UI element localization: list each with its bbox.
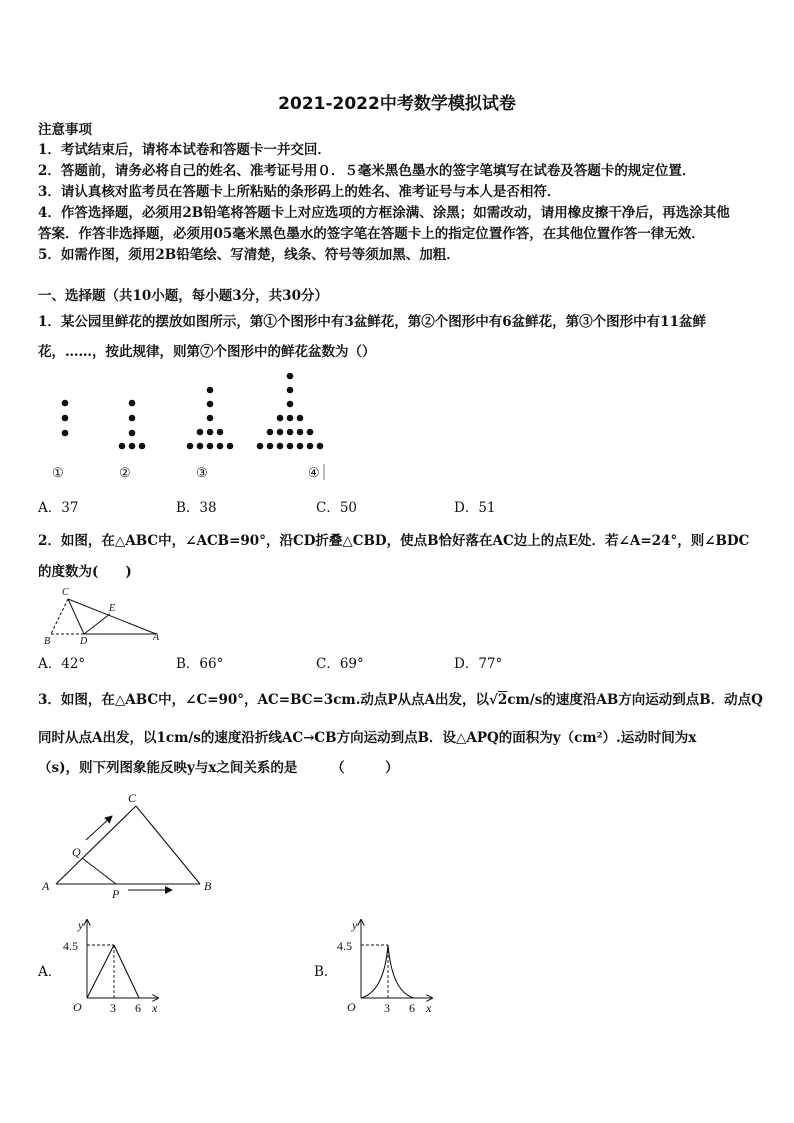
notice-item-4: 4．作答选择题，必须用2B铅笔将答题卡上对应选项的方框涂满、涂黑；如需改动，请用橡皮擦干净后，再选涂其他 bbox=[38, 205, 730, 221]
flower-dot bbox=[277, 443, 284, 450]
q2-option-c[interactable]: C．69° bbox=[316, 656, 364, 672]
section-heading: 一、选择题（共10小题，每小题3分，共30分） bbox=[38, 288, 328, 304]
flower-dot bbox=[207, 387, 214, 394]
q3-text-line1-b: cm/s的速度沿AB方向运动到点B．动点Q bbox=[507, 692, 763, 708]
q3-graph-a[interactable] bbox=[60, 914, 180, 1020]
x-axis-label: x bbox=[152, 1001, 158, 1015]
flower-dot bbox=[62, 430, 69, 437]
point-label-d: D bbox=[80, 636, 88, 646]
graph-line-up bbox=[87, 945, 114, 998]
flower-dot bbox=[307, 429, 314, 436]
x-axis-label: x bbox=[426, 1001, 432, 1015]
q2-text-line2: 的度数为( ) bbox=[38, 564, 132, 580]
notice-item-2: 2．答题前，请务必将自己的姓名、准考证号用０．５毫米黑色墨水的签字笔填写在试卷及答题卡的规定位置． bbox=[38, 163, 696, 179]
flower-dot bbox=[287, 415, 294, 422]
point-label-a: A bbox=[153, 632, 160, 643]
flower-dot bbox=[197, 429, 204, 436]
point-label-c: C bbox=[62, 587, 69, 598]
flower-dot bbox=[287, 373, 294, 380]
ymax-label: 4.5 bbox=[337, 939, 352, 953]
q3-option-a-label[interactable]: A． bbox=[38, 964, 62, 980]
q3-text-line2: 同时从点A出发，以1cm/s的速度沿折线AC→CB方向运动到点B．设△APQ的面积为y（cm²）.运动时间为x bbox=[38, 730, 697, 746]
graph-curve-down bbox=[388, 945, 414, 998]
notice-item-5: 5．如需作图，须用2B铅笔绘、写清楚，线条、符号等须加黑、加粗． bbox=[38, 247, 460, 263]
flower-dot bbox=[187, 443, 194, 450]
origin-label: O bbox=[347, 1000, 356, 1014]
flower-dot bbox=[297, 415, 304, 422]
q1-option-d[interactable]: D．51 bbox=[454, 500, 496, 516]
flower-dot bbox=[287, 443, 294, 450]
flower-dot bbox=[207, 429, 214, 436]
flower-dot bbox=[277, 429, 284, 436]
fig-label-1: ① bbox=[52, 465, 64, 480]
flower-dot bbox=[307, 443, 314, 450]
q2-option-b[interactable]: B．66° bbox=[176, 656, 224, 672]
point-label-e: E bbox=[109, 603, 116, 614]
point-label-a: A bbox=[42, 879, 50, 893]
y-axis-label: y bbox=[78, 918, 84, 932]
graph-line-down bbox=[114, 945, 139, 998]
fig-label-2: ② bbox=[119, 465, 131, 480]
sqrt-radicand: 2 bbox=[497, 692, 508, 708]
flower-dot bbox=[277, 415, 284, 422]
q1-text-line1: 1．某公园里鲜花的摆放如图所示，第①个图形中有3盆鲜花，第②个图形中有6盆鲜花，第③个图形中有11盆鲜 bbox=[38, 314, 706, 330]
q2-triangle-figure bbox=[38, 584, 178, 646]
flower-dot bbox=[257, 443, 264, 450]
q3-option-b-label[interactable]: B． bbox=[314, 964, 338, 980]
flower-dot bbox=[62, 415, 69, 422]
q3-text-line3: （s)，则下列图象能反映y与x之间关系的是 （ ） bbox=[38, 760, 399, 776]
flower-dot bbox=[297, 443, 304, 450]
sqrt-symbol: √2 bbox=[489, 692, 508, 708]
fig-label-4: ④ bbox=[308, 465, 320, 480]
q3-text-line1-a: 3．如图，在△ABC中，∠C=90°，AC=BC=3cm.动点P从点A出发，以 bbox=[38, 692, 490, 708]
q1-option-a[interactable]: A．37 bbox=[38, 500, 79, 516]
y-axis-label: y bbox=[352, 918, 358, 932]
flower-dot bbox=[62, 400, 69, 407]
flower-dot bbox=[297, 429, 304, 436]
q2-text-line1: 2．如图，在△ABC中，∠ACB=90°，沿CD折叠△CBD，使点B恰好落在AC边上的点E处．若∠A=24°，则∠BDC bbox=[38, 533, 750, 549]
fig-label-3: ③ bbox=[196, 465, 208, 480]
q1-text-line2: 花，……，按此规律，则第⑦个图形中的鲜花盆数为（） bbox=[38, 344, 376, 360]
flower-dot bbox=[129, 430, 136, 437]
flower-dot bbox=[227, 443, 234, 450]
q1-flower-figure bbox=[30, 360, 360, 490]
flower-dot bbox=[207, 443, 214, 450]
flower-dot bbox=[129, 443, 136, 450]
flower-dot bbox=[287, 429, 294, 436]
flower-dot bbox=[119, 443, 126, 450]
graph-curve-up bbox=[361, 945, 388, 998]
flower-dot bbox=[207, 401, 214, 408]
flower-dot bbox=[217, 443, 224, 450]
x-tick-3: 3 bbox=[110, 1001, 116, 1015]
point-label-c: C bbox=[128, 791, 137, 805]
page-title: 2021-2022中考数学模拟试卷 bbox=[278, 94, 516, 114]
x-tick-3: 3 bbox=[384, 1001, 390, 1015]
x-tick-6: 6 bbox=[409, 1001, 415, 1015]
notice-item-3: 3．请认真核对监考员在答题卡上所粘贴的条形码上的姓名、准考证号与本人是否相符． bbox=[38, 184, 561, 200]
origin-label: O bbox=[73, 1000, 82, 1014]
flower-dot bbox=[139, 443, 146, 450]
notice-item-1: 1．考试结束后，请将本试卷和答题卡一并交回． bbox=[38, 142, 331, 158]
x-tick-6: 6 bbox=[135, 1001, 141, 1015]
flower-dot bbox=[287, 387, 294, 394]
q1-option-b[interactable]: B．38 bbox=[176, 500, 217, 516]
notice-heading: 注意事项 bbox=[38, 122, 92, 138]
flower-dot bbox=[197, 443, 204, 450]
flower-dot bbox=[217, 429, 224, 436]
flower-dot bbox=[129, 415, 136, 422]
arrow-q-direction bbox=[86, 816, 112, 840]
flower-dot bbox=[207, 415, 214, 422]
notice-item-4-cont: 答案．作答非选择题，必须用05毫米黑色墨水的签字笔在答题卡上的指定位置作答，在其他位置作答一律无效． bbox=[38, 226, 705, 242]
q3-graph-b[interactable] bbox=[334, 914, 454, 1020]
point-label-q: Q bbox=[72, 845, 81, 859]
q1-option-c[interactable]: C．50 bbox=[316, 500, 358, 516]
flower-dot bbox=[287, 401, 294, 408]
q3-text-line1 bbox=[38, 690, 763, 710]
point-label-p: P bbox=[112, 887, 120, 900]
q3-triangle-figure bbox=[36, 788, 226, 900]
flower-dot bbox=[129, 400, 136, 407]
flower-dot bbox=[317, 443, 324, 450]
flower-dot bbox=[267, 429, 274, 436]
point-label-b: B bbox=[204, 879, 212, 893]
point-label-b: B bbox=[44, 636, 51, 646]
q2-option-a[interactable]: A．42° bbox=[38, 656, 86, 672]
flower-dot bbox=[267, 443, 274, 450]
ymax-label: 4.5 bbox=[63, 939, 78, 953]
q2-option-d[interactable]: D．77° bbox=[454, 656, 503, 672]
